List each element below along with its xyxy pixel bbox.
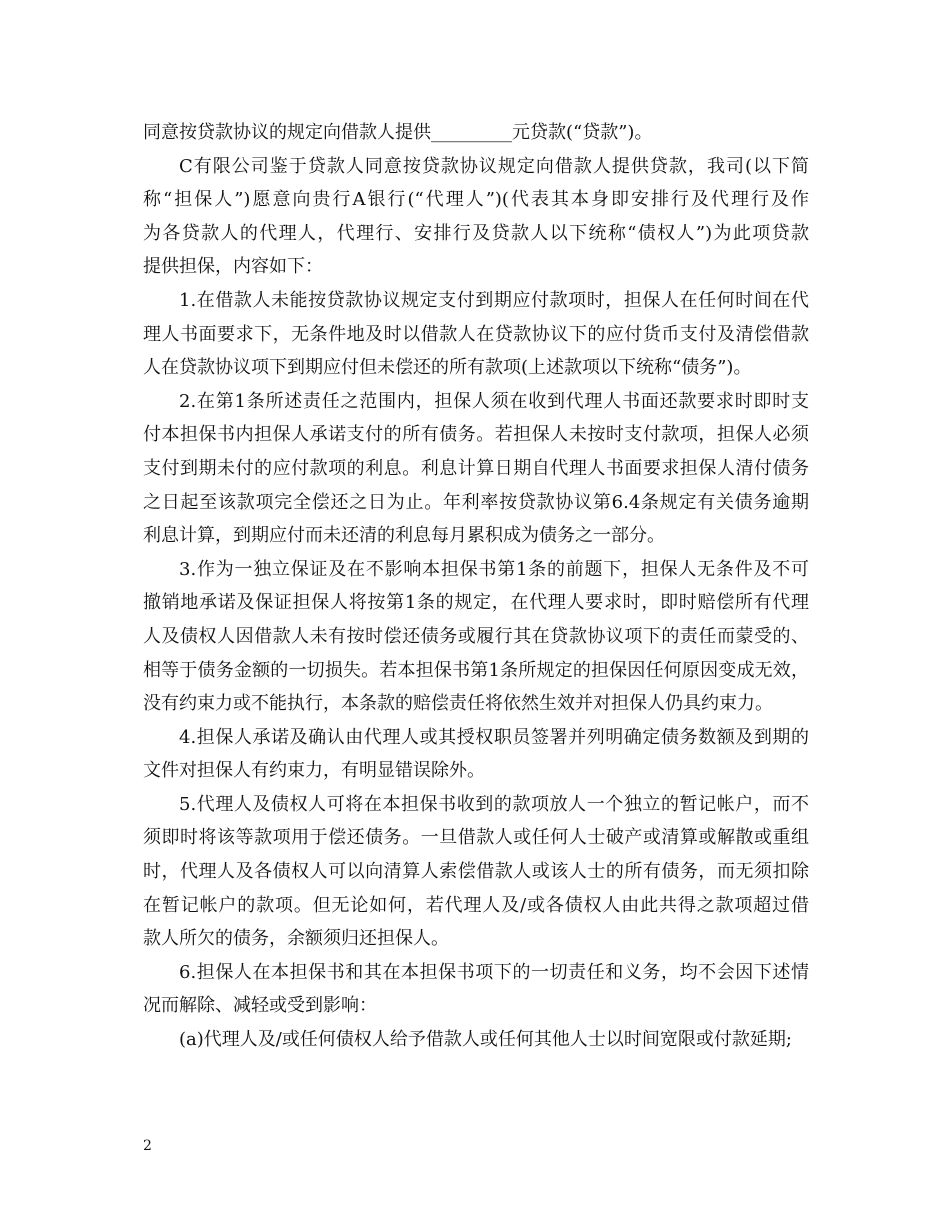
- text-line: 3.作为一独立保证及在不影响本担保书第1条的前题下，担保人无条件及不可: [179, 558, 809, 580]
- text-line: 称“担保人”)愿意向贵行A银行(“代理人”)(代表其本身即安排行及代理行及作: [143, 189, 809, 211]
- text-line: 之日起至该款项完全偿还之日为止。年利率按贷款协议第6.4条规定有关债务逾期: [143, 491, 809, 513]
- text-line: 人及债权人因借款人未有按时偿还债务或履行其在贷款协议项下的责任而蒙受的、: [143, 625, 809, 647]
- text-line: C有限公司鉴于贷款人同意按贷款协议规定向借款人提供贷款，我司(以下简: [179, 155, 809, 177]
- guarantee-letter-body: [143, 116, 809, 1057]
- text-line: 2.在第1条所述责任之范围内，担保人须在收到代理人书面还款要求时即时支: [179, 390, 809, 412]
- page-number: 2: [143, 1138, 152, 1154]
- text-line: 在暂记帐户的款项。但无论如何，若代理人及/或各债权人由此共得之款项超过借: [143, 894, 809, 916]
- text-line: 为各贷款人的代理人，代理行、安排行及贷款人以下统称“债权人”)为此项贷款: [143, 222, 809, 244]
- text-line: 人在贷款协议项下到期应付但未偿还的所有款项(上述款项以下统称“债务”)。: [143, 357, 752, 379]
- text-line: 5.代理人及债权人可将在本担保书收到的款项放人一个独立的暂记帐户，而不: [179, 793, 809, 815]
- text-line: 付本担保书内担保人承诺支付的所有债务。若担保人未按时支付款项，担保人必须: [143, 424, 809, 446]
- text-line: (a)代理人及/或任何债权人给予借款人或任何其他人士以时间宽限或付款延期;: [179, 1029, 792, 1051]
- text-line: 文件对担保人有约束力，有明显错误除外。: [143, 760, 485, 782]
- text-line: 相等于债务金额的一切损失。若本担保书第1条所规定的担保因任何原因变成无效，: [143, 659, 809, 681]
- text-line: 1.在借款人未能按贷款协议规定支付到期应付款项时，担保人在任何时间在代: [179, 289, 809, 311]
- text-line: 4.担保人承诺及确认由代理人或其授权职员签署并列明确定债务数额及到期的: [179, 726, 809, 748]
- text-line: 理人书面要求下，无条件地及时以借款人在贷款协议下的应付货币支付及清偿借款: [143, 323, 809, 345]
- text-line: 提供担保，内容如下：: [143, 256, 323, 278]
- text-line: 同意按贷款协议的规定向借款人提供_________元贷款(“贷款”)。: [143, 122, 653, 143]
- text-line: 6.担保人在本担保书和其在本担保书项下的一切责任和义务，均不会因下述情: [179, 961, 809, 983]
- text-line: 支付到期未付的应付款项的利息。利息计算日期自代理人书面要求担保人清付债务: [143, 457, 809, 479]
- text-line: 须即时将该等款项用于偿还债务。一旦借款人或任何人士破产或清算或解散或重组: [143, 827, 809, 849]
- text-line: 没有约束力或不能执行，本条款的赔偿责任将依然生效并对担保人仍具约束力。: [143, 693, 773, 715]
- text-line: 款人所欠的债务，余额须归还担保人。: [143, 928, 449, 950]
- text-line: 时，代理人及各债权人可以向清算人索偿借款人或该人士的所有债务，而无须扣除: [143, 861, 809, 883]
- text-line: 况而解除、减轻或受到影响：: [143, 995, 377, 1017]
- text-line: 利息计算，到期应付而未还清的利息每月累积成为债务之一部分。: [143, 525, 665, 547]
- text-line: 撤销地承诺及保证担保人将按第1条的规定，在代理人要求时，即时赔偿所有代理: [143, 592, 809, 614]
